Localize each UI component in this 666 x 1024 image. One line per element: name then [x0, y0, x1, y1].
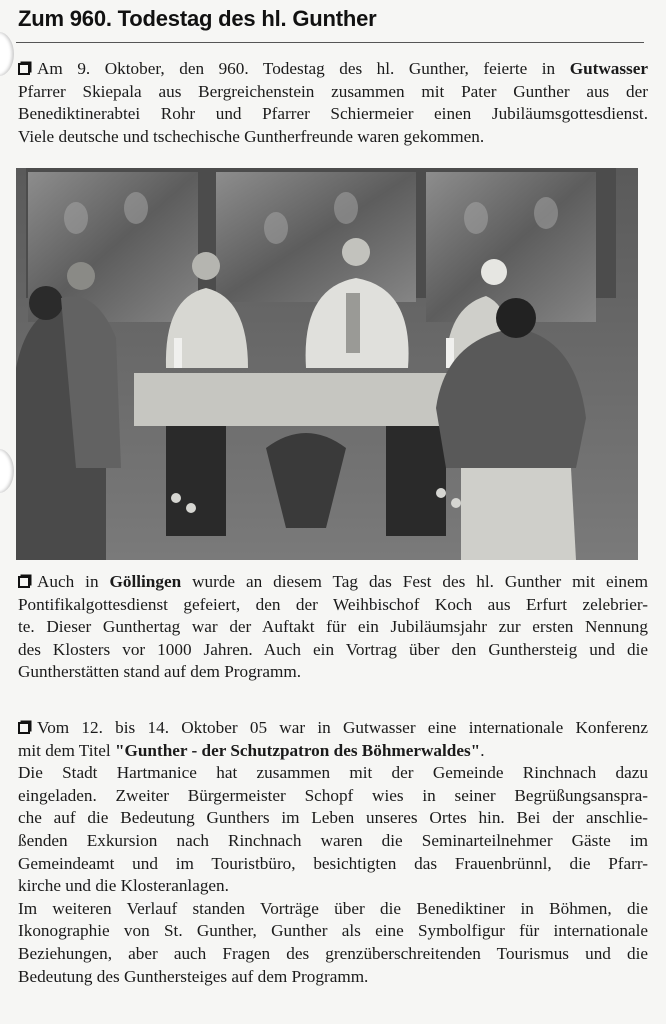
text-run: kirche und die Klosteranlagen.: [18, 876, 229, 896]
text-run: Beziehungen, aber auch Fragen des grenzüberschreitenden Tourismus und die: [18, 943, 648, 963]
text-line: [18, 762, 648, 785]
bold-text-run: "Gunther - der Schutzpatron des Böhmerwaldes": [114, 740, 481, 760]
bold-text-run: Göllingen: [109, 572, 182, 591]
text-line: [18, 853, 648, 876]
altar-photo: [16, 168, 638, 560]
paragraph-3: [18, 717, 648, 988]
text-line: [18, 639, 648, 662]
text-run: .: [480, 740, 485, 760]
text-run: che auf die Bedeutung Gunthers im Leben unseres Ortes hin. Bei der anschlie-: [18, 808, 648, 828]
text-run: des Klosters vor 1000 Jahren. Auch ein Vortrag über den Gunthersteig und die: [18, 639, 648, 659]
text-run: Pontifikalgottesdienst gefeiert, den der Weihbischof Koch aus Erfurt zelebrier-: [18, 594, 648, 614]
paragraph-2: [18, 571, 648, 684]
punch-hole-middle: [0, 449, 14, 493]
text-run: Im weiteren Verlauf standen Vorträge über die Benediktiner in Böhmen, die: [18, 898, 648, 918]
text-run: Pfarrer Skiepala aus Bergreichenstein zusammen mit Pater Gunther aus der: [18, 81, 648, 101]
relief-panel-center: [216, 172, 416, 302]
text-run: Gemeindeamt und im Touristbüro, besichtigten das Frauenbrünnl, die Pfarr-: [18, 853, 648, 873]
text-line: [18, 785, 648, 808]
title-rule: [16, 42, 644, 43]
punch-hole-top: [0, 32, 14, 76]
text-run: Die Stadt Hartmanice hat zusammen mit der Gemeinde Rinchnach dazu: [18, 763, 648, 783]
text-line: [18, 661, 648, 684]
text-run: Auch in: [37, 572, 110, 591]
paragraph-bullet-icon: [18, 63, 30, 75]
text-run: Am 9. Oktober, den 960. Todestag des hl. Gunther, feierte in: [37, 59, 570, 78]
text-run: wurde an diesem Tag das Fest des hl. Gunther mit einem: [181, 572, 648, 591]
text-line: [18, 943, 648, 966]
text-run: mit dem Titel: [18, 740, 115, 760]
text-run: Guntherstätten stand auf dem Programm.: [18, 662, 302, 682]
paragraph-1: [18, 58, 648, 148]
text-line: [18, 740, 648, 763]
text-line: [18, 807, 648, 830]
text-run: Vom 12. bis 14. Oktober 05 war in Gutwasser eine internationale Konferenz: [37, 718, 648, 737]
text-run: Benediktinerabtei Rohr und Pfarrer Schiermeier einen Jubiläumsgottesdienst.: [18, 104, 648, 124]
text-run: te. Dieser Gunthertag war der Auftakt für ein Jubiläumsjahr zur ersten Nennung: [18, 617, 648, 637]
candle-left: [174, 338, 182, 368]
text-run: ßenden Exkursion nach Rinchnach waren die Seminarteilnehmer Gäste im: [18, 830, 648, 850]
article-title: Zum 960. Todestag des hl. Gunther: [18, 6, 377, 31]
text-run: eingeladen. Zweiter Bürgermeister Schopf wies in seiner Begrüßungsanspra-: [18, 785, 648, 805]
text-line: [18, 571, 648, 594]
text-line: [18, 830, 648, 853]
altar-cloth: [134, 373, 474, 426]
text-line: [18, 966, 648, 989]
text-line: [18, 920, 648, 943]
text-line: [18, 875, 648, 898]
text-line: [18, 717, 648, 740]
text-line: [18, 898, 648, 921]
paragraph-bullet-icon: [18, 576, 30, 588]
bold-text-run: Gutwasser: [569, 59, 648, 78]
text-line: [18, 58, 648, 81]
photo-illustration: [16, 168, 638, 560]
paragraph-bullet-icon: [18, 722, 30, 734]
text-line: [18, 103, 648, 126]
text-run: Viele deutsche und tschechische Guntherfreunde waren gekommen.: [18, 126, 485, 146]
text-line: [18, 594, 648, 617]
text-line: [18, 81, 648, 104]
text-line: [18, 616, 648, 639]
text-run: Ikonographie von St. Gunther, Gunther als eine Symbolfigur für internationale: [18, 921, 648, 941]
text-run: Bedeutung des Gunthersteiges auf dem Programm.: [18, 966, 369, 986]
text-line: [18, 126, 648, 149]
altar-leg-right: [386, 426, 446, 536]
altar-leg-left: [166, 426, 226, 536]
